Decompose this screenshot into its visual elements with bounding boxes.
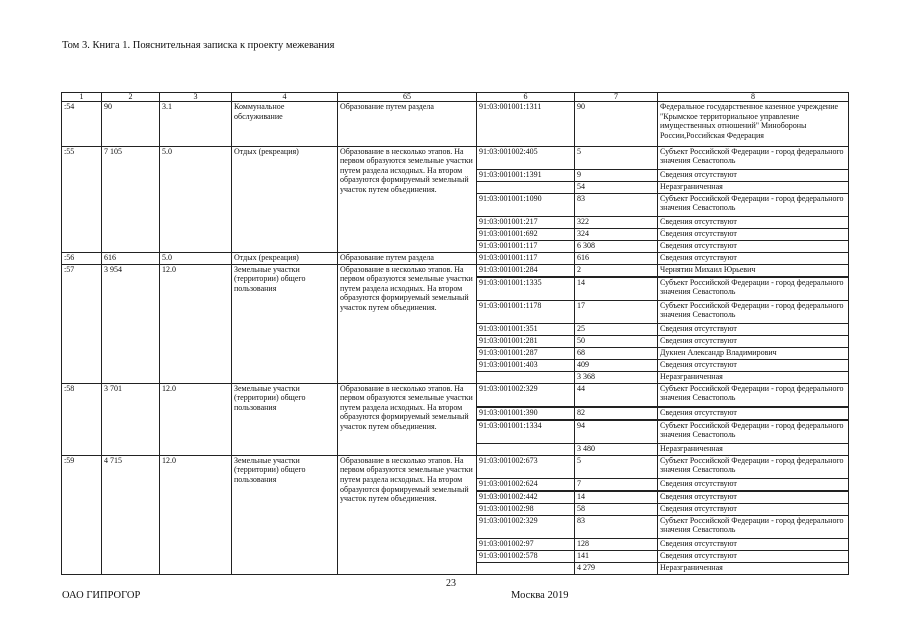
permitted-use-cell: Земельные участки (территории) общего пользования [232,264,338,383]
page-number: 23 [446,578,456,589]
formation-method-cell: Образование путем раздела [338,252,477,264]
rights-holder-cell: Сведения отсутствуют [658,491,849,504]
table-body [62,102,849,575]
cadastral-number-cell [477,371,575,383]
column-header: 65 [338,93,477,102]
parcel-area-cell: 616 [575,252,658,264]
parcel-area-cell: 322 [575,216,658,228]
use-code-cell: 12.0 [160,455,232,574]
permitted-use-cell: Отдых (рекреация) [232,252,338,264]
cadastral-number-cell: 91:03:001001:692 [477,228,575,240]
cadastral-number-cell: 91:03:001002:405 [477,146,575,169]
rights-holder-cell: Сведения отсутствуют [658,323,849,335]
rights-holder-cell: Сведения отсутствуют [658,359,849,371]
cadastral-number-cell: 91:03:001001:281 [477,335,575,347]
rights-holder-cell: Субъект Российской Федерации - город федерального значения Севастополь [658,455,849,478]
footer-city-year: Москва 2019 [511,590,569,601]
rights-holder-cell: Сведения отсутствуют [658,335,849,347]
rights-holder-cell: Неразграниченная [658,371,849,383]
land-plots-table [61,92,849,575]
permitted-use-cell: Коммунальное обслуживание [232,102,338,147]
cadastral-number-cell: 91:03:001001:1311 [477,102,575,147]
parcel-area-cell: 324 [575,228,658,240]
plot-id-cell: :56 [62,252,102,264]
plot-id-cell: :54 [62,102,102,147]
column-header: 4 [232,93,338,102]
rights-holder-cell: Сведения отсутствуют [658,228,849,240]
cadastral-number-cell: 91:03:001001:390 [477,407,575,420]
cadastral-number-cell: 91:03:001001:284 [477,264,575,277]
plot-area-cell: 3 701 [102,383,160,455]
permitted-use-cell: Земельные участки (территории) общего пользования [232,455,338,574]
column-header: 1 [62,93,102,102]
cadastral-number-cell: 91:03:001001:217 [477,216,575,228]
permitted-use-cell: Отдых (рекреация) [232,146,338,252]
permitted-use-cell: Земельные участки (территории) общего пользования [232,383,338,455]
table-header-row [62,93,849,102]
rights-holder-cell: Сведения отсутствуют [658,169,849,181]
rights-holder-cell: Неразграниченная [658,443,849,455]
parcel-area-cell: 3 480 [575,443,658,455]
table-row [62,102,849,147]
plot-id-cell: :57 [62,264,102,383]
parcel-area-cell: 44 [575,383,658,406]
cadastral-number-cell [477,562,575,574]
rights-holder-cell: Сведения отсутствуют [658,407,849,420]
formation-method-cell: Образование в несколько этапов. На первом образуются земельные участки путем раздела исходных. На втором образуются формируемый земельный участок путем объединения. [338,383,477,455]
cadastral-number-cell: 91:03:001001:1335 [477,277,575,300]
parcel-area-cell: 3 368 [575,371,658,383]
cadastral-number-cell: 91:03:001001:287 [477,347,575,359]
rights-holder-cell: Неразграниченная [658,181,849,193]
cadastral-number-cell: 91:03:001001:403 [477,359,575,371]
footer-organization: ОАО ГИПРОГОР [62,590,141,601]
rights-holder-cell: Неразграниченная [658,562,849,574]
table-row [62,455,849,478]
cadastral-number-cell: 91:03:001001:117 [477,252,575,264]
table-row [62,252,849,264]
cadastral-number-cell: 91:03:001002:578 [477,550,575,562]
rights-holder-cell: Сведения отсутствуют [658,503,849,515]
plot-area-cell: 4 715 [102,455,160,574]
cadastral-number-cell: 91:03:001001:117 [477,240,575,252]
use-code-cell: 12.0 [160,264,232,383]
parcel-area-cell: 5 [575,455,658,478]
plot-id-cell: :58 [62,383,102,455]
parcel-area-cell: 94 [575,420,658,443]
use-code-cell: 5.0 [160,146,232,252]
cadastral-number-cell: 91:03:001001:351 [477,323,575,335]
parcel-area-cell: 54 [575,181,658,193]
plot-area-cell: 90 [102,102,160,147]
parcel-area-cell: 90 [575,102,658,147]
use-code-cell: 12.0 [160,383,232,455]
use-code-cell: 3.1 [160,102,232,147]
rights-holder-cell: Субъект Российской Федерации - город федерального значения Севастополь [658,277,849,300]
parcel-area-cell: 14 [575,277,658,300]
rights-holder-cell: Субъект Российской Федерации - город федерального значения Севастополь [658,146,849,169]
parcel-area-cell: 82 [575,407,658,420]
parcel-area-cell: 4 279 [575,562,658,574]
table-row [62,383,849,406]
column-header: 8 [658,93,849,102]
parcel-area-cell: 141 [575,550,658,562]
rights-holder-cell: Сведения отсутствуют [658,538,849,550]
plot-id-cell: :55 [62,146,102,252]
rights-holder-cell: Субъект Российской Федерации - город федерального значения Севастополь [658,193,849,216]
parcel-area-cell: 2 [575,264,658,277]
parcel-area-cell: 409 [575,359,658,371]
cadastral-number-cell: 91:03:001002:329 [477,515,575,538]
cadastral-number-cell: 91:03:001002:98 [477,503,575,515]
formation-method-cell: Образование в несколько этапов. На первом образуются земельные участки путем раздела исходных. На втором образуются формируемый земельный участок путем объединения. [338,264,477,383]
formation-method-cell: Образование путем раздела [338,102,477,147]
parcel-area-cell: 5 [575,146,658,169]
parcel-area-cell: 9 [575,169,658,181]
cadastral-number-cell: 91:03:001001:1090 [477,193,575,216]
parcel-area-cell: 14 [575,491,658,504]
rights-holder-cell: Чернятин Михаил Юрьевич [658,264,849,277]
rights-holder-cell: Субъект Российской Федерации - город федерального значения Севастополь [658,383,849,406]
parcel-area-cell: 17 [575,300,658,323]
table-row [62,146,849,169]
formation-method-cell: Образование в несколько этапов. На первом образуются земельные участки путем раздела исходных. На втором образуются формируемый земельный участок путем объединения. [338,146,477,252]
parcel-area-cell: 58 [575,503,658,515]
column-header: 6 [477,93,575,102]
parcel-area-cell: 50 [575,335,658,347]
cadastral-number-cell: 91:03:001001:1178 [477,300,575,323]
cadastral-number-cell: 91:03:001002:673 [477,455,575,478]
rights-holder-cell: Сведения отсутствуют [658,216,849,228]
rights-holder-cell: Субъект Российской Федерации - город федерального значения Севастополь [658,300,849,323]
document-header: Том 3. Книга 1. Пояснительная записка к проекту межевания [62,40,335,51]
plot-id-cell: :59 [62,455,102,574]
parcel-area-cell: 68 [575,347,658,359]
cadastral-number-cell: 91:03:001001:1334 [477,420,575,443]
rights-holder-cell: Сведения отсутствуют [658,240,849,252]
cadastral-number-cell [477,181,575,193]
parcel-area-cell: 25 [575,323,658,335]
column-header: 3 [160,93,232,102]
formation-method-cell: Образование в несколько этапов. На первом образуются земельные участки путем раздела исходных. На втором образуются формируемый земельный участок путем объединения. [338,455,477,574]
rights-holder-cell: Сведения отсутствуют [658,252,849,264]
cadastral-number-cell: 91:03:001002:329 [477,383,575,406]
cadastral-number-cell: 91:03:001001:1391 [477,169,575,181]
parcel-area-cell: 6 308 [575,240,658,252]
parcel-area-cell: 128 [575,538,658,550]
rights-holder-cell: Субъект Российской Федерации - город федерального значения Севастополь [658,515,849,538]
rights-holder-cell: Федеральное государственное казенное учреждение "Крымское территориальное управление имущественных отношений" Минобороны России,Российская Федерация [658,102,849,147]
use-code-cell: 5.0 [160,252,232,264]
rights-holder-cell: Сведения отсутствуют [658,550,849,562]
parcel-area-cell: 83 [575,515,658,538]
column-header: 2 [102,93,160,102]
parcel-area-cell: 83 [575,193,658,216]
rights-holder-cell: Субъект Российской Федерации - город федерального значения Севастополь [658,420,849,443]
column-header: 7 [575,93,658,102]
cadastral-number-cell: 91:03:001002:442 [477,491,575,504]
cadastral-number-cell: 91:03:001002:97 [477,538,575,550]
rights-holder-cell: Дукнен Александр Владимирович [658,347,849,359]
plot-area-cell: 616 [102,252,160,264]
cadastral-number-cell [477,443,575,455]
parcel-area-cell: 7 [575,478,658,491]
table-row [62,264,849,277]
rights-holder-cell: Сведения отсутствуют [658,478,849,491]
plot-area-cell: 3 954 [102,264,160,383]
plot-area-cell: 7 105 [102,146,160,252]
cadastral-number-cell: 91:03:001002:624 [477,478,575,491]
